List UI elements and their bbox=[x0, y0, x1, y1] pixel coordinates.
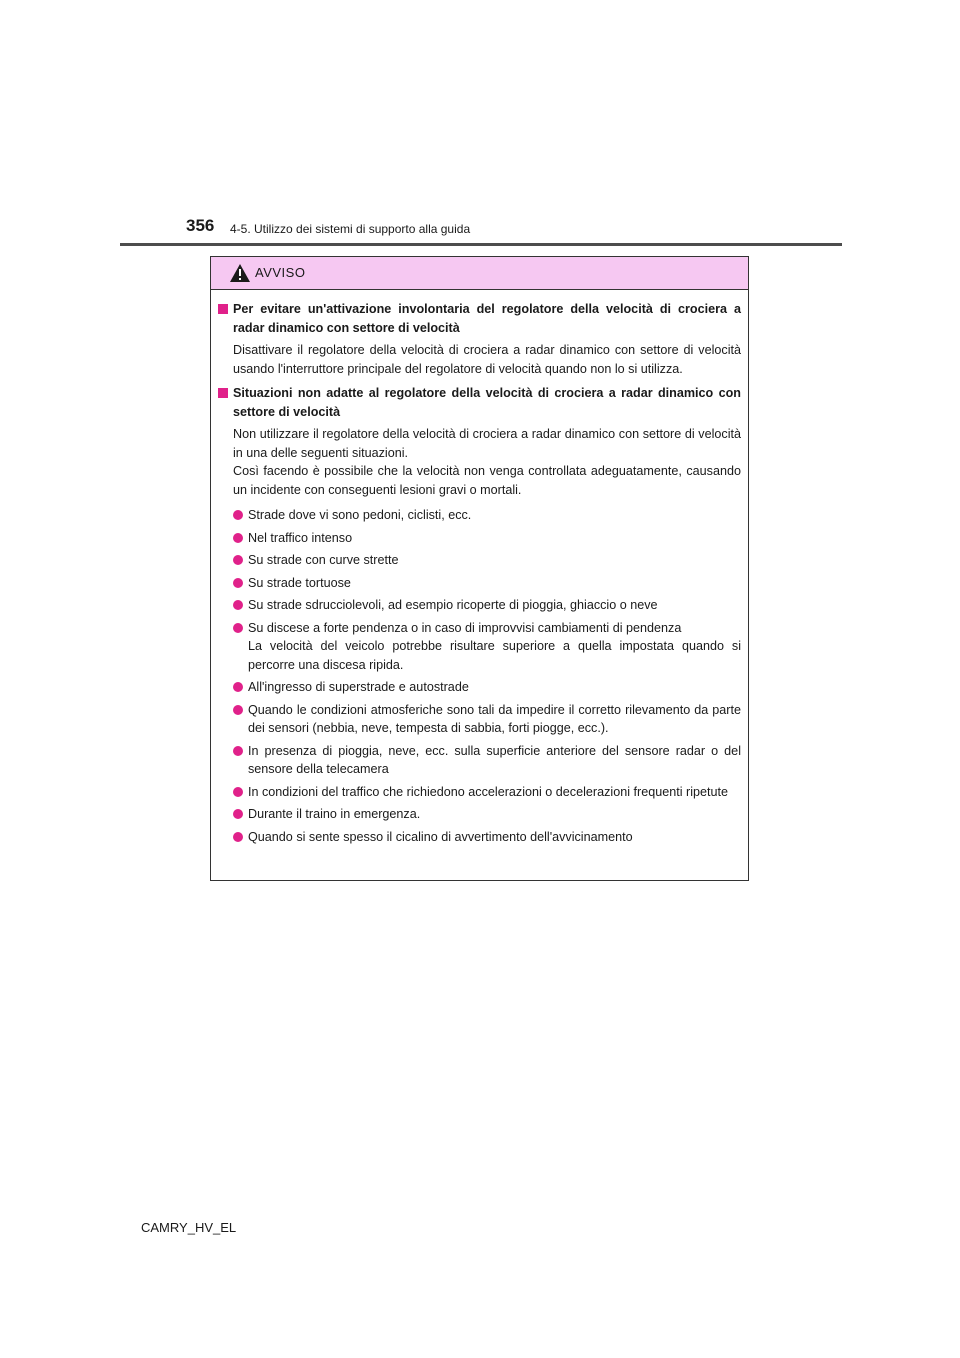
warning-title: AVVISO bbox=[255, 265, 306, 280]
list-item-text: Su strade sdrucciolevoli, ad esempio ricoperte di pioggia, ghiaccio o neve bbox=[248, 598, 658, 612]
warning-box bbox=[210, 256, 749, 881]
list-item bbox=[233, 551, 741, 570]
running-header: 4-5. Utilizzo dei sistemi di supporto alla guida bbox=[230, 222, 471, 236]
square-bullet-icon bbox=[218, 304, 228, 314]
list-item bbox=[233, 701, 741, 738]
list-item-text: Quando le condizioni atmosferiche sono tali da impedire il corretto rilevamento da parte dei sensori (nebbia, neve, tempesta di sabbia, forti piogge, ecc.). bbox=[248, 702, 741, 735]
list-item bbox=[233, 574, 741, 593]
footer-doc-code: CAMRY_HV_EL bbox=[141, 1220, 237, 1235]
list-item bbox=[233, 742, 741, 779]
list-item bbox=[233, 506, 741, 525]
list-item-text: In presenza di pioggia, neve, ecc. sulla superficie anteriore del sensore radar o del sensore della telecamera bbox=[248, 743, 741, 776]
list-item-text: In condizioni del traffico che richiedono accelerazioni o decelerazioni frequenti ripetute bbox=[248, 784, 729, 799]
bullet-icon bbox=[233, 682, 243, 692]
paragraph-text: Disattivare il regolatore della velocità di crociera a radar dinamico con settore di velocità usando l'interruttore principale del regolatore di velocità quando non lo si utilizza. bbox=[233, 343, 741, 376]
bullet-icon bbox=[233, 705, 243, 715]
list-item bbox=[233, 596, 741, 615]
section-heading-text: Situazioni non adatte al regolatore della velocità di crociera a radar dinamico con settore di velocità bbox=[233, 386, 741, 419]
list-item bbox=[233, 828, 741, 847]
bullet-icon bbox=[233, 510, 243, 520]
list-item-text: Su strade tortuose bbox=[248, 575, 351, 590]
warning-body bbox=[211, 290, 748, 846]
list-item-text: All'ingresso di superstrade e autostrade bbox=[248, 680, 469, 694]
header-divider bbox=[120, 243, 842, 246]
list-item-text: Su strade con curve strette bbox=[248, 553, 399, 567]
list-item-text: Nel traffico intenso bbox=[248, 530, 353, 545]
bullet-icon bbox=[233, 623, 243, 633]
bullet-icon bbox=[233, 809, 243, 819]
paragraph-text: Non utilizzare il regolatore della velocità di crociera a radar dinamico con settore di velocità in una delle seguenti situazioni. bbox=[233, 427, 741, 460]
section-paragraph bbox=[233, 341, 741, 378]
bullet-icon bbox=[233, 555, 243, 565]
bullet-icon bbox=[233, 787, 243, 797]
bullet-icon bbox=[233, 832, 243, 842]
list-item bbox=[233, 529, 741, 548]
list-item bbox=[233, 678, 741, 697]
square-bullet-icon bbox=[218, 388, 228, 398]
paragraph-text: Così facendo è possibile che la velocità non venga controllata adeguatamente, causando un incidente con conseguenti lesioni gravi o mortali. bbox=[233, 464, 741, 497]
bullet-icon bbox=[233, 600, 243, 610]
bullet-icon bbox=[233, 578, 243, 588]
section-paragraph bbox=[233, 425, 741, 499]
list-item bbox=[233, 783, 741, 802]
warning-header bbox=[211, 257, 748, 290]
warning-section bbox=[218, 300, 741, 378]
list-item-note: La velocità del veicolo potrebbe risultare superiore a quella impostata quando si percorre una discesa ripida. bbox=[248, 639, 741, 672]
section-heading bbox=[218, 384, 741, 421]
list-item bbox=[233, 805, 741, 824]
list-item bbox=[233, 619, 741, 675]
warning-triangle-icon bbox=[229, 263, 251, 283]
list-item-text: Strade dove vi sono pedoni, ciclisti, ecc. bbox=[248, 508, 472, 522]
situation-list bbox=[218, 506, 741, 846]
section-heading bbox=[218, 300, 741, 337]
list-item-text: Quando si sente spesso il cicalino di avvertimento dell'avvicinamento bbox=[248, 829, 633, 844]
page-number: 356 bbox=[186, 216, 215, 235]
list-item-main: Su discese a forte pendenza o in caso di improvvisi cambiamenti di pendenza bbox=[248, 620, 682, 635]
bullet-icon bbox=[233, 746, 243, 756]
list-item-text: Durante il traino in emergenza. bbox=[248, 807, 421, 821]
warning-section bbox=[218, 384, 741, 846]
bullet-icon bbox=[233, 533, 243, 543]
section-heading-text: Per evitare un'attivazione involontaria del regolatore della velocità di crociera a radar dinamico con settore di velocità bbox=[233, 302, 741, 335]
list-item-text bbox=[248, 619, 741, 675]
